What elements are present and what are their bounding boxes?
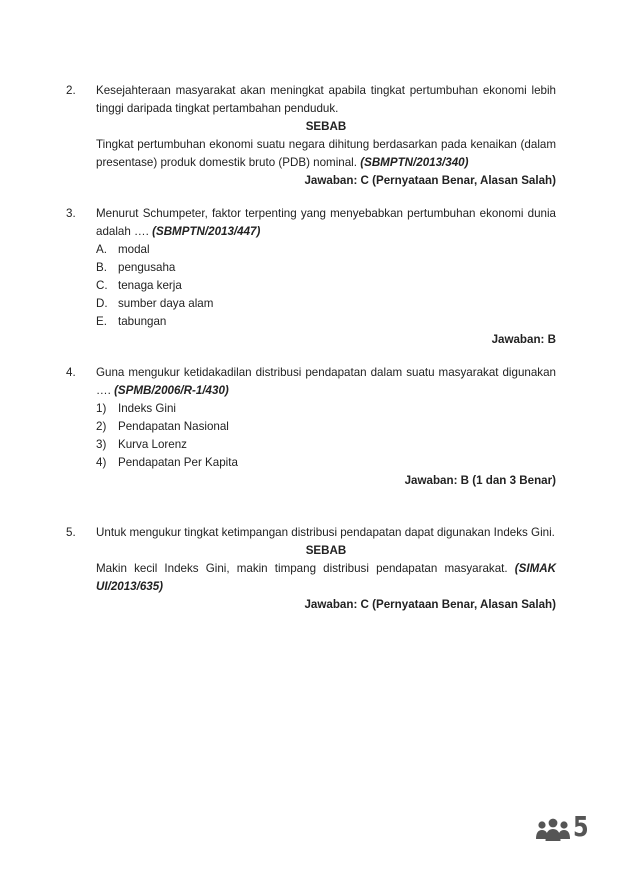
option-1: [96, 400, 556, 418]
reason-text: Makin kecil Indeks Gini, makin timpang distribusi pendapatan masyarakat.: [96, 562, 508, 575]
option-label: C.: [96, 279, 108, 292]
page-number: 5: [573, 810, 589, 843]
question-source: (SPMB/2006/R-1/430): [114, 384, 229, 397]
question-number: 2.: [66, 84, 76, 97]
answer-key: Jawaban: B: [491, 333, 556, 346]
page-footer: [536, 810, 592, 843]
question-number: 4.: [66, 366, 76, 379]
option-3: [96, 436, 556, 454]
answer-key: Jawaban: C (Pernyataan Benar, Alasan Salah): [304, 598, 556, 611]
question-reason: [96, 136, 556, 172]
option-label: 1): [96, 402, 107, 415]
question-statement: Kesejahteraan masyarakat akan meningkat apabila tingkat pertumbuhan ekonomi lebih tinggi daripada tingkat pertambahan penduduk.: [96, 84, 556, 115]
question-source: (SIMAK UI/2013/635): [96, 562, 556, 593]
connector-sebab: SEBAB: [305, 544, 347, 557]
connector-sebab: SEBAB: [305, 120, 347, 133]
option-text: tenaga kerja: [118, 279, 182, 292]
option-text: pengusaha: [118, 261, 176, 274]
option-b: [96, 259, 556, 277]
option-text: sumber daya alam: [118, 297, 214, 310]
question-source: (SBMPTN/2013/447): [152, 225, 261, 238]
option-text: Pendapatan Nasional: [118, 420, 229, 433]
option-label: D.: [96, 297, 108, 310]
option-2: [96, 418, 556, 436]
option-e: [96, 313, 556, 331]
question-statement: Untuk mengukur tingkat ketimpangan distribusi pendapatan dapat digunakan Indeks Gini.: [96, 526, 555, 539]
question-statement: [96, 364, 556, 400]
option-text: Pendapatan Per Kapita: [118, 456, 238, 469]
question-2: [66, 82, 556, 190]
option-label: A.: [96, 243, 107, 256]
question-3: [66, 205, 556, 349]
option-label: 3): [96, 438, 107, 451]
answer-key: Jawaban: B (1 dan 3 Benar): [404, 474, 556, 487]
option-text: Kurva Lorenz: [118, 438, 187, 451]
question-statement: [96, 205, 556, 241]
question-number: 3.: [66, 207, 76, 220]
option-a: [96, 241, 556, 259]
option-4: [96, 454, 556, 472]
answer-key: Jawaban: C (Pernyataan Benar, Alasan Salah): [304, 174, 556, 187]
question-number: 5.: [66, 526, 76, 539]
option-text: Indeks Gini: [118, 402, 176, 415]
people-group-icon: [536, 817, 570, 841]
option-label: 4): [96, 456, 107, 469]
option-c: [96, 277, 556, 295]
option-text: tabungan: [118, 315, 167, 328]
question-source: (SBMPTN/2013/340): [360, 156, 469, 169]
statement-text: Menurut Schumpeter, faktor terpenting yang menyebabkan pertumbuhan ekonomi dunia adalah ….: [96, 207, 556, 238]
option-label: 2): [96, 420, 107, 433]
option-text: modal: [118, 243, 150, 256]
reason-text: Tingkat pertumbuhan ekonomi suatu negara dihitung berdasarkan pada kenaikan (dalam presentase) produk domestik bruto (PDB) nominal.: [96, 138, 556, 169]
option-label: B.: [96, 261, 107, 274]
question-reason: [96, 560, 556, 596]
question-5: [66, 524, 556, 614]
statement-text: Guna mengukur ketidakadilan distribusi pendapatan dalam suatu masyarakat digunakan ….: [96, 366, 556, 397]
option-d: [96, 295, 556, 313]
option-label: E.: [96, 315, 107, 328]
question-4: [66, 364, 556, 490]
